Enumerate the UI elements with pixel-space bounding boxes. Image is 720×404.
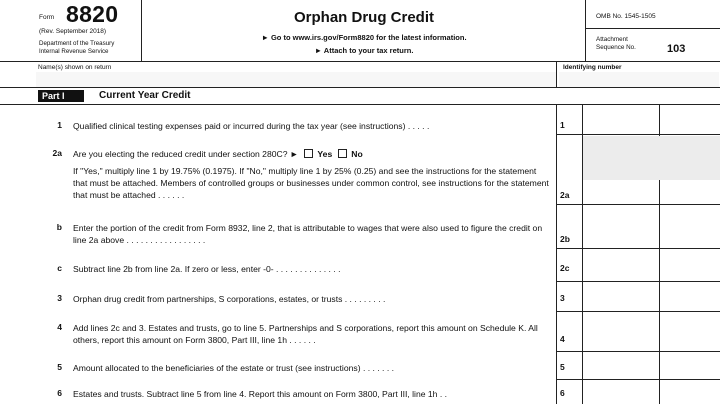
line-2c [0, 249, 720, 282]
no-checkbox[interactable] [338, 149, 347, 158]
line-number: 4 [57, 322, 62, 332]
line-number: c [57, 263, 62, 273]
line-text: Enter the portion of the credit from Form 8932, line 2, that is attributable to wages that were also used to figure the credit on line 2a above . . . . . . . . . . . . . . . . . [73, 223, 543, 245]
no-label: No [351, 149, 363, 159]
attach-instruction: ► Attach to your tax return. [314, 46, 414, 55]
yes-checkbox[interactable] [304, 149, 313, 158]
line-4-cents[interactable] [660, 332, 720, 347]
line-text: If "Yes," multiply line 1 by 19.75% (0.1975). If "No," multiply line 1 by 25% (0.25) and see the instructions for the statement that must be attached. Members of controlled groups or businesses under common control, see instructions for the statement that must be attached . . . . . . [73, 166, 549, 200]
line-2a-cents[interactable] [660, 187, 720, 202]
part-badge: Part I [38, 90, 84, 102]
line-5-amount[interactable] [583, 360, 659, 375]
line-4 [0, 312, 720, 352]
sequence-number: 103 [667, 43, 686, 55]
line-4-amount[interactable] [583, 332, 659, 347]
attachment-line: Attachment [596, 36, 628, 43]
line-ref: 2b [560, 234, 570, 244]
line-text: Qualified clinical testing expenses paid or incurred during the tax year (see instructions) . . . . . [73, 121, 430, 131]
line-5-cents[interactable] [660, 360, 720, 375]
identifying-number-label: Identifying number [563, 64, 622, 71]
form-title: Orphan Drug Credit [293, 9, 434, 26]
form-revision: (Rev. September 2018) [39, 28, 107, 35]
line-number: 3 [57, 293, 62, 303]
line-number: 5 [57, 362, 62, 372]
omb-block [585, 0, 720, 62]
line-1 [0, 105, 720, 135]
form-id-block [36, 0, 142, 62]
form-label: Form [39, 14, 55, 21]
name-label: Name(s) shown on return [38, 64, 112, 71]
line-3-cents[interactable] [660, 291, 720, 306]
department-line: Internal Revenue Service [39, 47, 109, 55]
line-6-amount[interactable] [583, 386, 659, 401]
department-block [39, 40, 143, 55]
yes-label: Yes [317, 149, 333, 159]
line-ref: 5 [560, 362, 565, 372]
line-1-amount[interactable] [583, 118, 659, 133]
line-2a-amount[interactable] [583, 187, 659, 202]
line-ref: 1 [560, 120, 565, 130]
shaded-cell [583, 136, 720, 180]
line-text: Amount allocated to the beneficiaries of the estate or trust (see instructions) . . . . . . . [73, 363, 394, 373]
line-ref: 2c [560, 263, 570, 273]
form-number: 8820 [66, 1, 119, 27]
line-3-amount[interactable] [583, 291, 659, 306]
line-number: 6 [57, 388, 62, 398]
line-text: Subtract line 2b from line 2a. If zero or less, enter -0- . . . . . . . . . . . . . . [73, 264, 341, 274]
line-2b-cents[interactable] [660, 232, 720, 247]
omb-divider [586, 28, 720, 29]
department-line: Department of the Treasury [39, 40, 115, 47]
title-block [143, 0, 585, 62]
part-title: Current Year Credit [99, 90, 191, 101]
identity-row [0, 62, 720, 88]
line-1-cents[interactable] [660, 118, 720, 133]
goto-instruction: ► Go to www.irs.gov/Form8820 for the latest information. [261, 33, 467, 42]
line-text: Orphan drug credit from partnerships, S corporations, estates, or trusts . . . . . . . . . [73, 294, 386, 304]
line-2c-cents[interactable] [660, 261, 720, 276]
part-header [0, 88, 720, 105]
line-ref: 3 [560, 293, 565, 303]
identifying-number-cell [556, 62, 720, 88]
line-3 [0, 282, 720, 312]
attachment-label [596, 36, 636, 51]
line-text: Add lines 2c and 3. Estates and trusts, go to line 5. Partnerships and S corporations, report this amount on Schedule K. All others, report this amount on Form 3800, Part III, line 1h . . . . . . [73, 323, 538, 345]
line-number: 1 [57, 120, 62, 130]
line-text: Estates and trusts. Subtract line 5 from line 4. Report this amount on Form 3800, Part III, line 1h . . [73, 389, 448, 399]
omb-number: OMB No. 1545-1505 [596, 13, 656, 20]
election-question: Are you electing the reduced credit under section 280C? ► [73, 149, 299, 159]
line-ref: 4 [560, 334, 565, 344]
line-ref: 2a [560, 190, 570, 200]
line-5 [0, 352, 720, 380]
line-ref: 6 [560, 388, 565, 398]
line-2a [0, 135, 720, 205]
name-field[interactable] [36, 72, 556, 87]
form-header [0, 0, 720, 62]
sequence-line: Sequence No. [596, 43, 636, 51]
line-2b-amount[interactable] [583, 232, 659, 247]
line-2c-amount[interactable] [583, 261, 659, 276]
line-question [73, 148, 549, 160]
line-6-cents[interactable] [660, 386, 720, 401]
identifying-number-field[interactable] [559, 72, 719, 87]
line-number: b [56, 222, 62, 232]
line-number: 2a [52, 148, 62, 158]
line-6 [0, 380, 720, 404]
line-2b [0, 205, 720, 249]
